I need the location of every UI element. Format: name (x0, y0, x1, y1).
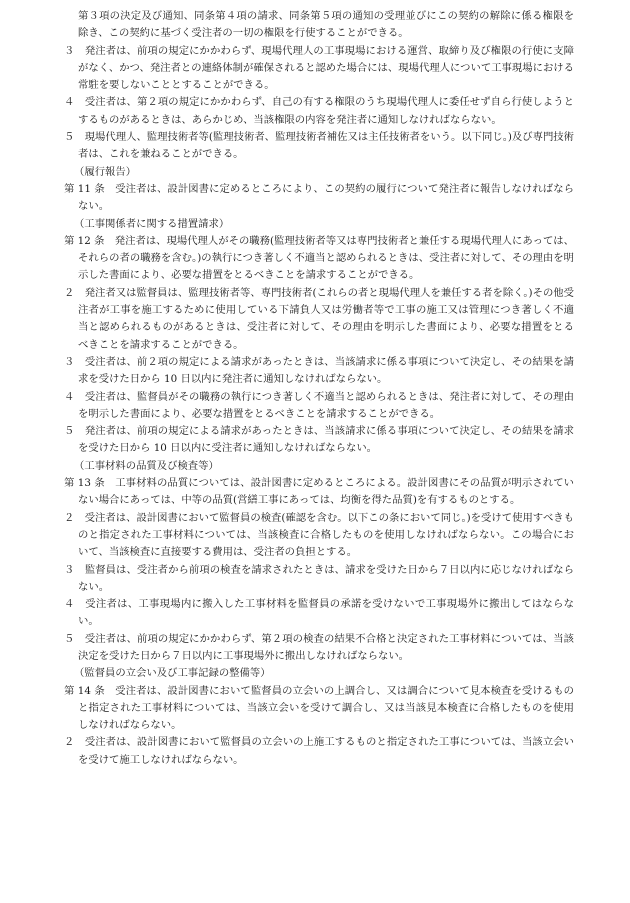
section-heading: （工事材料の品質及び検査等） (74, 459, 219, 472)
clause-paragraph: ３ 受注者は、前２項の規定による請求があったときは、当該請求に係る事項について決定し、その結果を請求を受けた日から 10 日以内に発注者に通知しなければならない。 (64, 355, 574, 386)
clause-paragraph: ５ 発注者は、前項の規定による請求があったときは、当該請求に係る事項について決定し、その結果を請求を受けた日から 10 日以内に受注者に通知しなければならない。 (64, 425, 574, 455)
section-heading: （履行報告） (74, 165, 137, 178)
article-paragraph: 第 11 条 受注者は、設計図書に定めるところにより、この契約の履行について発注者に報告しなければならない。 (64, 182, 574, 213)
clause-paragraph: ２ 発注者又は監督員は、監理技術者等、専門技術者(これらの者と現場代理人を兼任する者を除く。)その他受注者が工事を施工するために使用している下請負人又は労働者等で工事の施工又は管理につき著しく不適当と認められるものがあるときは、受注者に対して、その理由を明示した書面により、必要な措置をとるべきことを請求することができる。 (64, 286, 574, 351)
clause-paragraph: ４ 受注者は、第２項の規定にかかわらず、自己の有する権限のうち現場代理人に委任せず自ら行使しようとするものがあるときは、あらかじめ、当該権限の内容を発注者に通知しなければならない。 (64, 96, 574, 126)
clause-paragraph: ５ 現場代理人、監理技術者等(監理技術者、監理技術者補佐又は主任技術者をいう。以下同じ。)及び専門技術者は、これを兼ねることができる。 (64, 131, 574, 161)
article-paragraph: 第 13 条 工事材料の品質については、設計図書に定めるところによる。設計図書にその品質が明示されていない場合にあっては、中等の品質(営繕工事にあっては、均衡を得た品質)を有するものとする。 (64, 477, 574, 507)
clause-paragraph: ３ 発注者は、前項の規定にかかわらず、現場代理人の工事現場における運営、取締り及び権限の行使に支障がなく、かつ、発注者との連絡体制が確保されると認めた場合には、現場代理人について工事現場における常駐を要しないこととすることができる。 (64, 44, 574, 92)
clause-paragraph: ２ 受注者は、設計図書において監督員の検査(確認を含む。以下この条において同じ。)を受けて使用すべきものと指定された工事材料については、当該検査に合格したものを使用しなければならない。この場合において、当該検査に直接要する費用は、受注者の負担とする。 (64, 511, 574, 559)
document-body (64, 8, 574, 769)
paragraph-continuation: 第３項の決定及び通知、同条第４項の請求、同条第５項の通知の受理並びにこの契約の解除に係る権限を除き、この契約に基づく受注者の一切の権限を行使することができる。 (78, 10, 574, 40)
section-heading: （工事関係者に関する措置請求） (74, 217, 230, 230)
clause-paragraph: ４ 受注者は、監督員がその職務の執行につき著しく不適当と認められるときは、発注者に対して、その理由を明示した書面により、必要な措置をとるべきことを請求することができる。 (64, 390, 574, 420)
article-paragraph: 第 14 条 受注者は、設計図書において監督員の立会いの上調合し、又は調合について見本検査を受けるものと指定された工事材料については、当該立会いを受けて調合し、又は当該見本検査に合格したものを使用しなければならない。 (64, 684, 574, 732)
clause-paragraph: ３ 監督員は、受注者から前項の検査を請求されたときは、請求を受けた日から７日以内に応じなければならない。 (64, 563, 574, 593)
section-heading: （監督員の立会い及び工事記録の整備等） (74, 667, 271, 680)
article-paragraph: 第 12 条 発注者は、現場代理人がその職務(監理技術者等又は専門技術者と兼任する現場代理人にあっては、それらの者の職務を含む。)の執行につき著しく不適当と認められるときは、受注者に対して、その理由を明示した書面により、必要な措置をとるべきことを請求することができる。 (64, 234, 574, 282)
clause-paragraph: ５ 受注者は、前項の規定にかかわらず、第２項の検査の結果不合格と決定された工事材料については、当該決定を受けた日から７日以内に工事現場外に搬出しなければならない。 (64, 632, 574, 662)
clause-paragraph: ４ 受注者は、工事現場内に搬入した工事材料を監督員の承諾を受けないで工事現場外に搬出してはならない。 (64, 598, 574, 628)
clause-paragraph: ２ 受注者は、設計図書において監督員の立会いの上施工するものと指定された工事については、当該立会いを受けて施工しなければならない。 (64, 736, 574, 766)
